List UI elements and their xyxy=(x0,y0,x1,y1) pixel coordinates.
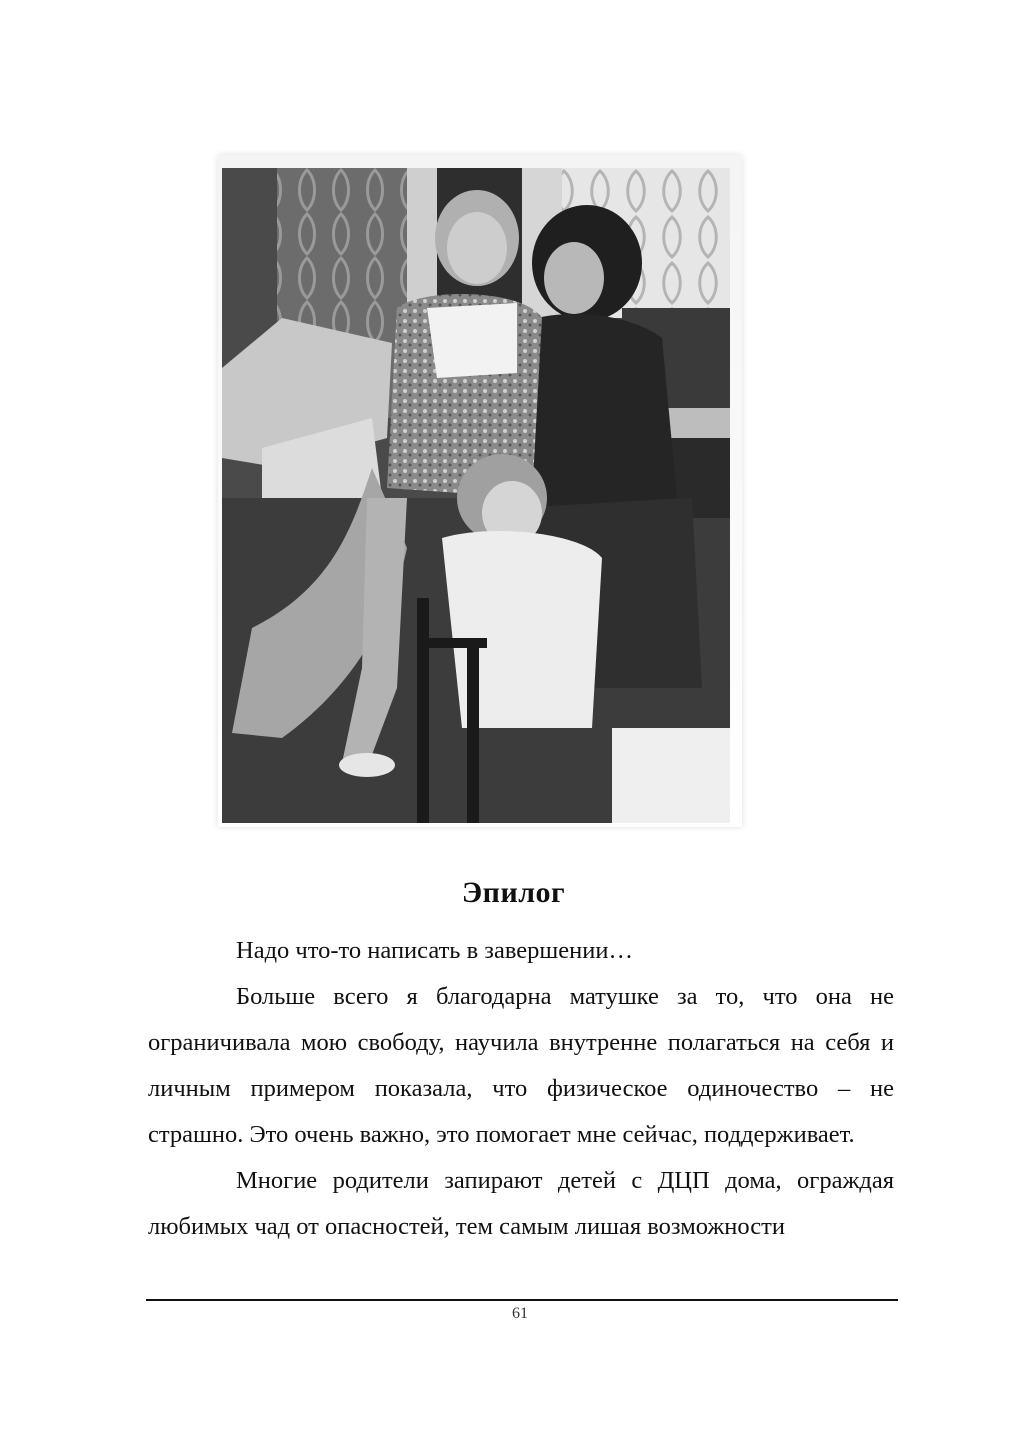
footer-divider xyxy=(146,1299,898,1301)
body-text xyxy=(148,928,894,1250)
page-number: 61 xyxy=(512,1305,528,1322)
paragraph-1: Надо что-то написать в завершении… xyxy=(236,937,633,964)
paragraph-3: Многие родители запирают детей с ДЦП дома, ограждая любимых чад от опасностей, тем самым лишая возможности xyxy=(148,1167,894,1240)
photo-illustration xyxy=(222,168,730,823)
paragraph-2: Больше всего я благодарна матушке за то, что она не ограничивала мою свободу, научила внутренне полагаться на себя и личным примером показала, что физическое одиночество – не страшно. Это очень важно, это помогает мне сейчас, поддерживает. xyxy=(148,983,894,1148)
chapter-heading: Эпилог xyxy=(461,876,566,909)
family-photo xyxy=(222,168,730,823)
